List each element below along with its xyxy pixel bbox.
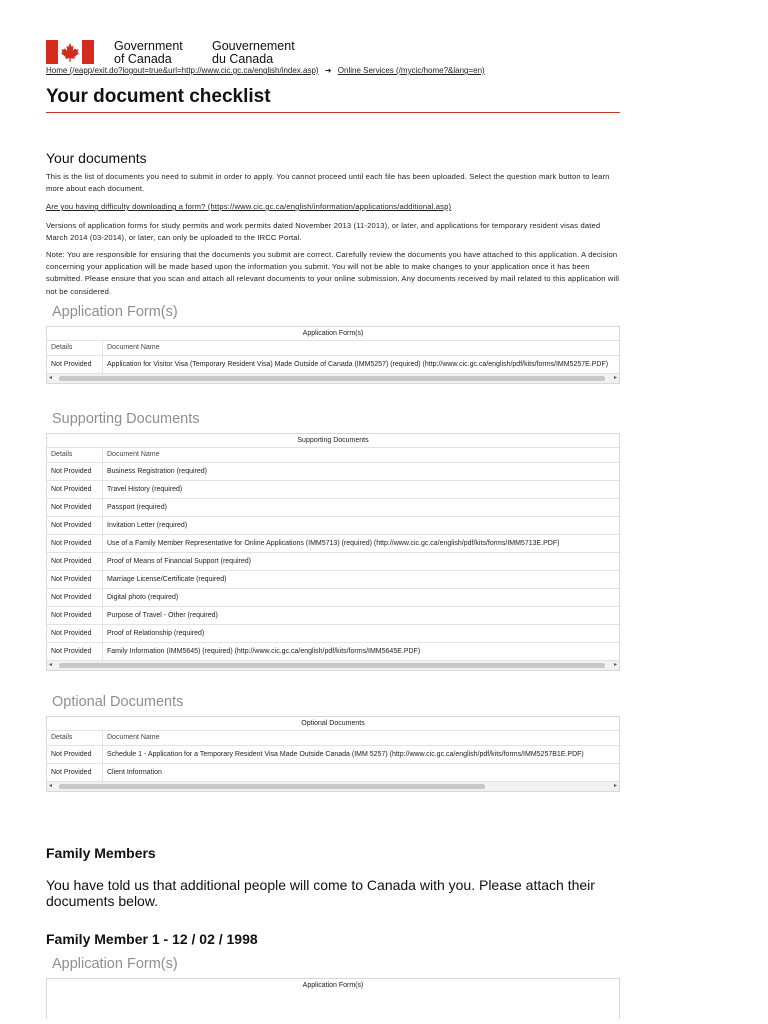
status-cell[interactable]: Not Provided (47, 356, 103, 373)
intro-text: This is the list of documents you need to submit in order to apply. You cannot proceed until each file has been uploaded. Select the question mark button to learn more about each document. (46, 172, 610, 194)
your-documents-heading: Your documents (46, 150, 147, 166)
table-row (47, 552, 619, 570)
family-member-1-forms-table (46, 978, 620, 1019)
page-title: Your document checklist (46, 86, 271, 107)
table-row (47, 642, 619, 660)
column-header-document-name: Document Name (107, 451, 160, 458)
gov-name-french (212, 40, 295, 66)
optional-documents-table (46, 716, 620, 792)
column-header-details: Details (47, 341, 103, 355)
table-row (47, 462, 619, 480)
table-row (47, 355, 619, 373)
table-row (47, 498, 619, 516)
table-header-row (47, 730, 619, 745)
horizontal-scrollbar[interactable] (47, 781, 619, 791)
table-caption: Optional Documents (301, 720, 365, 727)
optional-documents-heading: Optional Documents (52, 694, 184, 710)
table-caption: Supporting Documents (297, 437, 369, 444)
table-caption: Application Form(s) (302, 330, 364, 337)
horizontal-scrollbar[interactable] (47, 373, 619, 383)
status-cell[interactable]: Not Provided (47, 607, 103, 624)
status-cell[interactable]: Not Provided (47, 517, 103, 534)
table-row (47, 480, 619, 498)
gov-fr-line2: du Canada (212, 52, 274, 66)
table-row (47, 588, 619, 606)
table-row (47, 570, 619, 588)
breadcrumb (46, 66, 485, 75)
status-cell[interactable]: Not Provided (47, 499, 103, 516)
breadcrumb-home-link[interactable]: Home (/eapp/exit.do?logout=true&url=http://www.cic.gc.ca/english/index.asp) (46, 66, 319, 75)
document-name-cell[interactable]: Invitation Letter (required) (107, 522, 188, 529)
table-row (47, 745, 619, 763)
gov-en-line1: Government (114, 39, 183, 53)
column-header-details: Details (47, 448, 103, 462)
difficulty-paragraph (46, 201, 620, 213)
gov-fr-line1: Gouvernement (212, 39, 295, 53)
document-name-cell[interactable]: Purpose of Travel - Other (required) (107, 612, 218, 619)
family-members-heading: Family Members (46, 845, 156, 861)
supporting-documents-heading: Supporting Documents (52, 411, 200, 427)
scroll-left-icon[interactable]: ◂ (49, 662, 53, 668)
table-header-row (47, 447, 619, 462)
versions-note: Versions of application forms for study permits and work permits dated November 2013 (11-2013), or later, and applications for temporary resident visas dated March 2014 (03-2014), or later, can only be uploaded to the IRCC Portal. (46, 221, 601, 243)
document-name-cell[interactable]: Marriage License/Certificate (required) (107, 576, 227, 583)
table-row (47, 534, 619, 552)
document-name-cell[interactable]: Client Information (107, 769, 162, 776)
document-name-cell[interactable]: Family Information (IMM5645) (required) (http://www.cic.gc.ca/english/pdf/kits/forms/IMM5645E.PDF) (107, 648, 421, 655)
family-member-1-heading: Family Member 1 - 12 / 02 / 1998 (46, 931, 258, 947)
scroll-right-icon[interactable]: ▸ (613, 375, 617, 381)
gov-en-line2: of Canada (114, 52, 172, 66)
document-name-cell[interactable]: Travel History (required) (107, 486, 183, 493)
status-cell[interactable]: Not Provided (47, 764, 103, 781)
table-row (47, 624, 619, 642)
family-member-1-forms-heading: Application Form(s) (52, 956, 178, 972)
scroll-left-icon[interactable]: ◂ (49, 375, 53, 381)
breadcrumb-arrow-icon: ➜ (324, 66, 332, 75)
horizontal-scrollbar[interactable] (47, 660, 619, 670)
document-name-cell[interactable]: Proof of Relationship (required) (107, 630, 205, 637)
status-cell[interactable]: Not Provided (47, 643, 103, 660)
column-header-document-name: Document Name (107, 344, 160, 351)
table-row (47, 606, 619, 624)
document-name-cell[interactable]: Business Registration (required) (107, 468, 207, 475)
status-cell[interactable]: Not Provided (47, 535, 103, 552)
document-name-cell[interactable]: Digital photo (required) (107, 594, 179, 601)
breadcrumb-online-services-link[interactable]: Online Services (/mycic/home?&lang=en) (337, 66, 485, 75)
document-name-cell[interactable]: Application for Visitor Visa (Temporary Resident Visa) Made Outside of Canada (IMM5257) (required) (http://www.cic.gc.ca/english/pdf/kits/forms/IMM5257E.PDF) (107, 361, 609, 368)
gov-name-english (114, 40, 183, 66)
column-header-document-name: Document Name (107, 734, 160, 741)
document-name-cell[interactable]: Schedule 1 - Application for a Temporary Resident Visa Made Outside Canada (IMM 5257) (http://www.cic.gc.ca/english/pdf/kits/forms/IMM5257B1E.PDF) (107, 751, 584, 758)
status-cell[interactable]: Not Provided (47, 463, 103, 480)
document-name-cell[interactable]: Proof of Means of Financial Support (required) (107, 558, 251, 565)
column-header-details: Details (47, 731, 103, 745)
canada-flag-icon (46, 40, 94, 64)
scrollbar-thumb[interactable] (59, 376, 605, 381)
status-cell[interactable]: Not Provided (47, 589, 103, 606)
scroll-right-icon[interactable]: ▸ (613, 662, 617, 668)
scrollbar-thumb[interactable] (59, 784, 485, 789)
status-cell[interactable]: Not Provided (47, 571, 103, 588)
responsibility-note: Note: You are responsible for ensuring that the documents you submit are correct. Carefully review the documents you have attached to this application. A decision concerning your application will be made based upon the information you submit. You will not be able to make changes to your application once it has been submitted. Please ensure that you scan and attach all relevant documents to your online submission. Any documents received by mail related to this application will not be considered. (46, 250, 620, 296)
status-cell[interactable]: Not Provided (47, 625, 103, 642)
family-message: You have told us that additional people will come to Canada with you. Please attach their documents below. (46, 877, 595, 909)
status-cell[interactable]: Not Provided (47, 553, 103, 570)
document-name-cell[interactable]: Passport (required) (107, 504, 167, 511)
difficulty-download-link[interactable]: Are you having difficulty downloading a form? (https://www.cic.gc.ca/english/information/applications/additional.asp) (46, 202, 452, 211)
scroll-right-icon[interactable]: ▸ (613, 783, 617, 789)
table-row (47, 763, 619, 781)
status-cell[interactable]: Not Provided (47, 746, 103, 763)
application-forms-heading: Application Form(s) (52, 304, 178, 320)
title-divider (46, 112, 620, 113)
government-signature[interactable] (46, 40, 346, 66)
table-caption: Application Form(s) (302, 982, 364, 989)
document-name-cell[interactable]: Use of a Family Member Representative for Online Applications (IMM5713) (required) (http://www.cic.gc.ca/english/pdf/kits/forms/IMM5713E.PDF) (107, 540, 560, 547)
status-cell[interactable]: Not Provided (47, 481, 103, 498)
scrollbar-thumb[interactable] (59, 663, 605, 668)
application-forms-table (46, 326, 620, 384)
table-header-row (47, 340, 619, 355)
scroll-left-icon[interactable]: ◂ (49, 783, 53, 789)
supporting-documents-table (46, 433, 620, 671)
table-row (47, 516, 619, 534)
